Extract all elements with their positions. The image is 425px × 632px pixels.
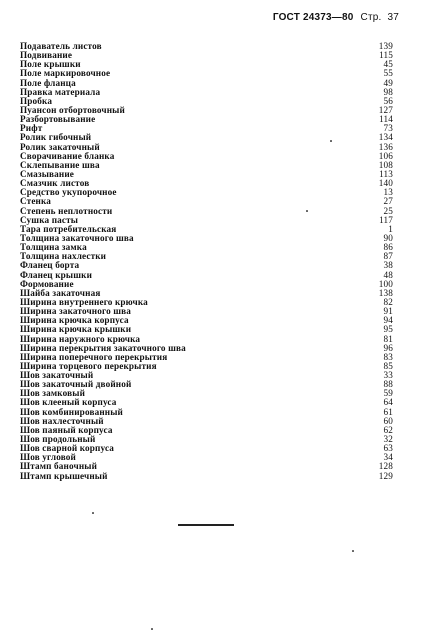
index-term: Фланец борта bbox=[20, 260, 80, 271]
page-number: 37 bbox=[387, 12, 399, 23]
index-page-number: 61 bbox=[383, 406, 393, 417]
index-term: Шов нахлесточный bbox=[20, 415, 104, 426]
index-page-number: 113 bbox=[379, 168, 393, 179]
index-term: Пуансон отбортовочный bbox=[20, 104, 125, 115]
index-page-number: 27 bbox=[383, 196, 393, 207]
index-page-number: 38 bbox=[383, 260, 393, 271]
index-page-number: 83 bbox=[383, 351, 393, 362]
index-term: Ширина закаточного шва bbox=[20, 306, 132, 317]
index-term: Шов комбинированный bbox=[20, 406, 123, 417]
index-page-number: 56 bbox=[383, 95, 393, 106]
index-page-number: 34 bbox=[383, 452, 393, 463]
index-term: Смазчик листов bbox=[20, 178, 90, 189]
index-page-number: 98 bbox=[383, 86, 393, 97]
index-page-number: 59 bbox=[383, 388, 393, 399]
index-page-number: 82 bbox=[383, 296, 393, 307]
index-entry bbox=[20, 88, 393, 97]
index-term: Шов сварной корпуса bbox=[20, 443, 115, 454]
index-page-number: 100 bbox=[378, 278, 393, 289]
index-term: Средство укупорочное bbox=[20, 187, 117, 198]
index-term: Шов замковый bbox=[20, 388, 86, 399]
index-page-number: 139 bbox=[378, 41, 393, 51]
index-term: Подвивание bbox=[20, 50, 73, 61]
index-term: Сворачивание бланка bbox=[20, 150, 115, 161]
scan-speck bbox=[92, 512, 94, 514]
index-page-number: 86 bbox=[383, 242, 393, 253]
index-page-number: 60 bbox=[383, 415, 393, 426]
index-term: Ширина поперечного перекрытия bbox=[20, 351, 168, 362]
index-entry bbox=[20, 115, 393, 124]
scan-speck bbox=[306, 210, 308, 212]
index-term: Толщина закаточного шва bbox=[20, 232, 134, 243]
index-term: Ширина крючка корпуса bbox=[20, 315, 129, 326]
index-page-number: 138 bbox=[378, 287, 393, 298]
index-term: Поле маркировочное bbox=[20, 68, 111, 79]
index-page-number: 48 bbox=[383, 269, 393, 280]
scan-speck bbox=[151, 628, 153, 630]
index-term: Формование bbox=[20, 278, 74, 289]
index-page-number: 90 bbox=[383, 232, 393, 243]
index-term: Фланец крышки bbox=[20, 269, 93, 280]
page-header bbox=[273, 12, 399, 23]
index-term: Штамп баночный bbox=[20, 461, 98, 472]
index-page-number: 128 bbox=[378, 461, 393, 472]
standard-designation: ГОСТ 24373—80 bbox=[272, 12, 354, 23]
index-term: Штамп крышечный bbox=[20, 470, 108, 481]
index-term: Степень неплотности bbox=[20, 205, 113, 216]
index-page-number: 94 bbox=[383, 315, 393, 326]
index-term: Пробка bbox=[20, 95, 53, 106]
index-term: Поле фланца bbox=[20, 77, 76, 88]
index-page-number: 114 bbox=[379, 114, 393, 125]
index-term: Смазывание bbox=[20, 168, 75, 179]
index-page-number: 88 bbox=[383, 379, 393, 390]
index-entry bbox=[20, 188, 393, 197]
index-page-number: 13 bbox=[383, 187, 393, 198]
index-term: Ролик закаточный bbox=[20, 141, 100, 152]
index-term: Ширина крючка крышки bbox=[20, 324, 132, 335]
index-page-number: 134 bbox=[378, 132, 393, 143]
index-term: Разбортовывание bbox=[20, 114, 96, 125]
index-page-number: 127 bbox=[378, 104, 393, 115]
index-page-number: 45 bbox=[383, 59, 393, 70]
index-term: Ролик гибочный bbox=[20, 132, 92, 143]
index-page-number: 95 bbox=[383, 324, 393, 335]
term-index bbox=[20, 42, 393, 481]
index-page-number: 63 bbox=[383, 443, 393, 454]
index-term: Сушка пасты bbox=[20, 214, 79, 225]
index-term: Шов клееный корпуса bbox=[20, 397, 117, 408]
index-entry bbox=[20, 161, 393, 170]
index-page-number: 91 bbox=[383, 306, 393, 317]
index-page-number: 117 bbox=[379, 214, 393, 225]
index-entry bbox=[20, 472, 393, 481]
index-term: Склепывание шва bbox=[20, 159, 100, 170]
index-page-number: 85 bbox=[383, 360, 393, 371]
index-term: Ширина внутреннего крючка bbox=[20, 296, 148, 307]
index-page-number: 129 bbox=[378, 470, 393, 481]
index-term: Ширина торцевого перекрытия bbox=[20, 360, 157, 371]
scan-speck bbox=[330, 140, 332, 142]
index-page-number: 96 bbox=[383, 342, 393, 353]
index-page-number: 49 bbox=[383, 77, 393, 88]
index-term: Ширина перекрытия закаточного шва bbox=[20, 342, 186, 353]
index-page-number: 25 bbox=[383, 205, 393, 216]
index-entry bbox=[20, 271, 393, 280]
index-term: Шов закаточный bbox=[20, 370, 94, 381]
index-term: Ширина наружного крючка bbox=[20, 333, 141, 344]
index-term: Толщина нахлестки bbox=[20, 251, 107, 262]
index-term: Шайба закаточная bbox=[20, 287, 101, 298]
index-page-number: 32 bbox=[383, 434, 393, 445]
index-term: Тара потребительская bbox=[20, 223, 117, 234]
index-entry bbox=[20, 42, 393, 51]
index-page-number: 73 bbox=[383, 123, 393, 134]
index-page-number: 136 bbox=[378, 141, 393, 152]
index-page-number: 108 bbox=[378, 159, 393, 170]
index-page-number: 62 bbox=[383, 424, 393, 435]
index-page-number: 64 bbox=[383, 397, 393, 408]
scan-speck bbox=[352, 550, 354, 552]
index-term: Стенка bbox=[20, 196, 52, 207]
index-page-number: 1 bbox=[388, 223, 393, 234]
index-page-number: 55 bbox=[383, 68, 393, 79]
index-term: Шов продольный bbox=[20, 434, 96, 445]
index-page-number: 115 bbox=[379, 50, 393, 61]
end-rule bbox=[178, 524, 234, 526]
index-term: Подаватель листов bbox=[20, 41, 102, 51]
index-term: Правка материала bbox=[20, 86, 101, 97]
index-term: Шов паяный корпуса bbox=[20, 424, 113, 435]
index-term: Рифт bbox=[20, 123, 43, 134]
index-page-number: 87 bbox=[383, 251, 393, 262]
index-page-number: 106 bbox=[378, 150, 393, 161]
index-term: Шов закаточный двойной bbox=[20, 379, 132, 390]
index-term: Шов угловой bbox=[20, 452, 76, 463]
index-page-number: 140 bbox=[378, 178, 393, 189]
index-page-number: 33 bbox=[383, 370, 393, 381]
page-label: Стр. bbox=[360, 12, 382, 23]
index-term: Поле крышки bbox=[20, 59, 81, 70]
index-term: Толщина замка bbox=[20, 242, 87, 253]
index-page-number: 81 bbox=[383, 333, 393, 344]
